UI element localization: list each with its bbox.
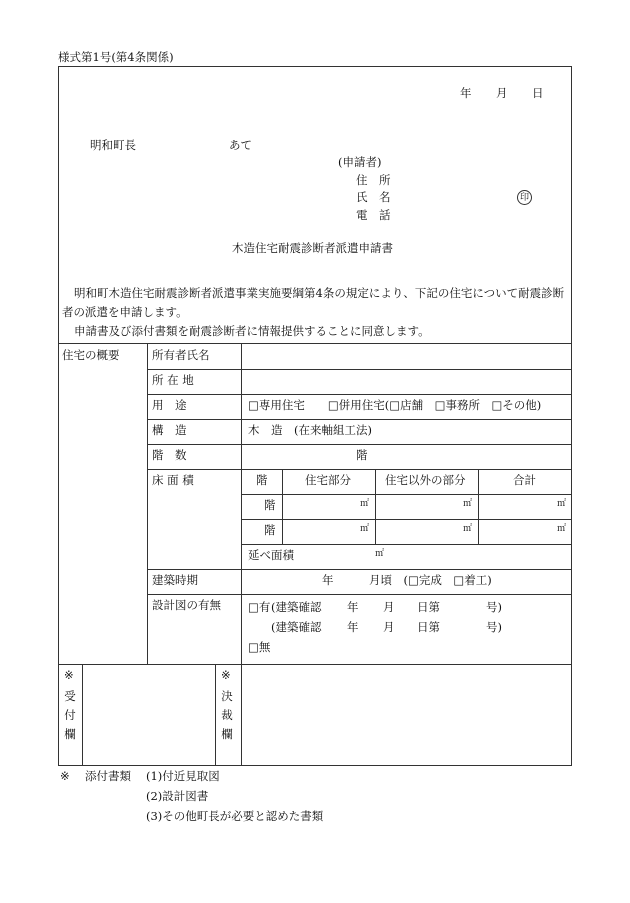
form-number: 様式第1号(第4条関係) — [58, 50, 174, 64]
owner-name-label: 所有者氏名 — [152, 348, 210, 362]
receipt-char-3: 欄 — [64, 727, 76, 741]
design-none-checkbox[interactable]: □無 — [248, 640, 271, 654]
design-line1-month: 月 — [383, 600, 395, 614]
use-label: 用 途 — [152, 398, 187, 412]
consent-paragraph: 申請書及び添付書類を耐震診断者に情報提供することに同意します。 — [74, 324, 430, 338]
design-line2-prefix: (建築確認 — [271, 620, 322, 634]
design-line2-no: 号) — [486, 620, 502, 634]
floor-row-1-total-unit: ㎡ — [557, 499, 567, 509]
application-paragraph: 明和町木造住宅耐震診断者派遣事業実施要綱第4条の規定により、下記の住宅について耐震診断者の派遣を申請します。 — [62, 286, 565, 319]
design-line1-day: 日第 — [417, 600, 440, 614]
document-title: 木造住宅耐震診断者派遣申請書 — [232, 241, 393, 255]
receipt-char-2: 付 — [64, 708, 76, 722]
structure-label: 構 造 — [152, 423, 187, 437]
decision-char-2: 裁 — [221, 708, 233, 722]
design-drawings-label: 設計図の有無 — [152, 598, 221, 612]
total-area-label: 延べ面積 — [248, 548, 294, 562]
applicant-address-label: 住 所 — [356, 173, 391, 187]
date-day[interactable]: 日 — [532, 86, 544, 100]
floor-row-1-residential-unit: ㎡ — [360, 499, 370, 509]
design-line2-month: 月 — [383, 620, 395, 634]
seal-mark: 印 — [517, 190, 532, 205]
receipt-char-1: 受 — [64, 689, 76, 703]
addressee-suffix: あて — [229, 138, 252, 152]
floor-area-header-total: 合計 — [513, 473, 536, 487]
date-year[interactable]: 年 — [460, 86, 472, 100]
floor-row-2-other-unit: ㎡ — [463, 524, 473, 534]
floor-row-2-unit: 階 — [264, 523, 276, 537]
floors-unit: 階 — [356, 448, 368, 462]
attachments-label: 添付書類 — [85, 769, 131, 783]
office-use-frame — [58, 664, 572, 766]
build-period-value[interactable]: 月頃 (□完成 □着工) — [369, 573, 492, 587]
overview-table — [58, 343, 572, 665]
design-line1-year: 年 — [347, 600, 359, 614]
floor-row-2-residential-unit: ㎡ — [360, 524, 370, 534]
use-options[interactable]: □専用住宅 □併用住宅(□店舗 □事務所 □その他) — [248, 398, 542, 412]
decision-mark: ※ — [221, 668, 231, 682]
attachment-item-2: (2)設計図書 — [146, 789, 209, 803]
build-period-label: 建築時期 — [152, 573, 198, 587]
floor-area-label: 床 面 積 — [152, 473, 194, 487]
addressee-name: 明和町長 — [90, 138, 136, 152]
attachment-item-1: (1)付近見取図 — [146, 769, 220, 783]
applicant-name-label: 氏 名 — [356, 190, 391, 204]
floor-row-2-total-unit: ㎡ — [557, 524, 567, 534]
floor-area-header-floor: 階 — [256, 473, 268, 487]
attachment-item-3: (3)その他町長が必要と認めた書類 — [146, 809, 324, 823]
structure-value: 木 造 (在来軸組工法) — [248, 423, 372, 437]
design-yes-checkbox[interactable]: □有 — [248, 600, 271, 614]
date-month[interactable]: 月 — [496, 86, 508, 100]
receipt-mark: ※ — [64, 668, 74, 682]
floor-row-1-other-unit: ㎡ — [463, 499, 473, 509]
design-line1-prefix: (建築確認 — [271, 600, 322, 614]
applicant-header: (申請者) — [338, 155, 382, 169]
decision-char-1: 決 — [221, 689, 233, 703]
decision-char-3: 欄 — [221, 727, 233, 741]
design-line2-year: 年 — [347, 620, 359, 634]
location-label: 所 在 地 — [152, 373, 194, 387]
floor-area-header-residential: 住宅部分 — [305, 473, 351, 487]
build-period-year: 年 — [322, 573, 334, 587]
floors-label: 階 数 — [152, 448, 187, 462]
attachments-mark: ※ — [60, 769, 70, 783]
applicant-phone-label: 電 話 — [356, 208, 391, 222]
floor-row-1-unit: 階 — [264, 498, 276, 512]
floor-area-header-non-residential: 住宅以外の部分 — [385, 473, 466, 487]
total-area-unit: ㎡ — [375, 549, 385, 559]
design-line1-no: 号) — [486, 600, 502, 614]
section-label-overview: 住宅の概要 — [62, 348, 120, 362]
design-line2-day: 日第 — [417, 620, 440, 634]
